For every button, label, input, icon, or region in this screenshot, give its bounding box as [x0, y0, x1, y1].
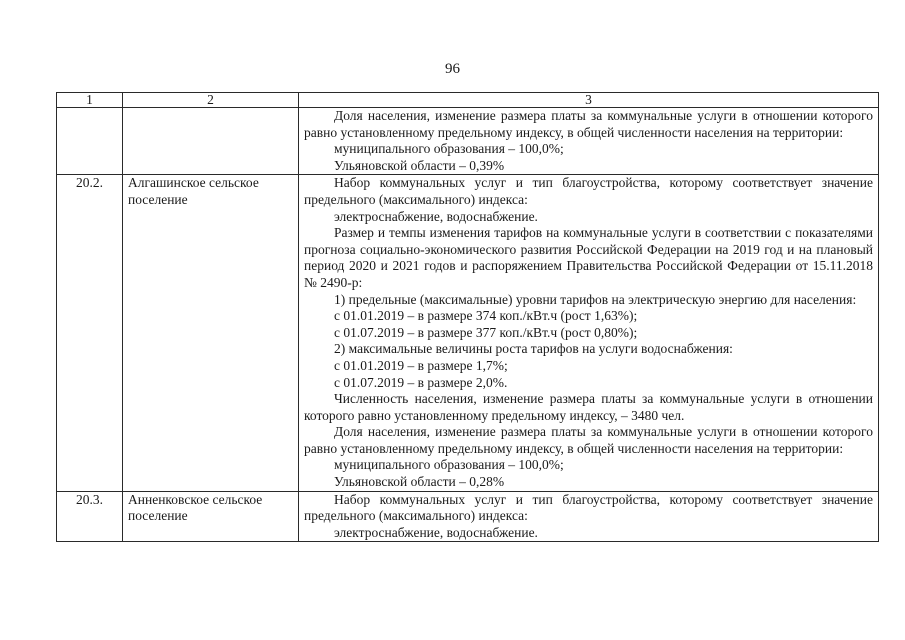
- content-line: 2) максимальные величины роста тарифов на услуги водоснабжения:: [334, 341, 733, 357]
- table-row: [57, 175, 879, 491]
- table-header-row: [57, 93, 879, 108]
- row-number-cell: 20.2.: [57, 175, 123, 491]
- content-paragraph: 1) предельные (максимальные) уровни тарифов на электрическую энергию для населения:: [334, 291, 857, 307]
- settlement-name-cell: [123, 108, 299, 175]
- content-paragraph: Численность населения, изменение размера платы за коммунальные услуги в отношении которого равно установленному предельному индексу, – 3480 чел.: [304, 391, 873, 423]
- content-paragraph: Набор коммунальных услуг и тип благоустройства, которому соответствует значение предельного (максимального) индекса:: [304, 175, 873, 207]
- settlement-name-cell: Алгашинское сельское поселение: [123, 175, 299, 491]
- row-number-cell: 20.3.: [57, 491, 123, 542]
- content-line: с 01.07.2019 – в размере 377 коп./кВт.ч (рост 0,80%);: [334, 324, 638, 340]
- content-cell: [299, 491, 879, 542]
- content-line: муниципального образования – 100,0%;: [334, 141, 564, 157]
- content-cell: [299, 175, 879, 491]
- header-cell-2: 2: [123, 93, 299, 108]
- document-table: [56, 92, 879, 542]
- table-body: [57, 93, 879, 542]
- content-line: Ульяновской области – 0,39%: [334, 157, 505, 173]
- content-line: Ульяновской области – 0,28%: [334, 474, 505, 490]
- content-cell: [299, 108, 879, 175]
- page-number: 96: [445, 61, 460, 77]
- table-row: [57, 108, 879, 175]
- row-number-cell: [57, 108, 123, 175]
- content-paragraph: Размер и темпы изменения тарифов на коммунальные услуги в соответствии с показателями прогноза социально-экономического развития Российской Федерации на 2019 год и на плановый период 2020 и 2021 годов и распоряжением Правительства Российской Федерации от 15.11.2018 № 2490-р:: [304, 225, 873, 290]
- header-cell-3: 3: [299, 93, 879, 108]
- content-line: с 01.01.2019 – в размере 374 коп./кВт.ч (рост 1,63%);: [334, 308, 638, 324]
- content-line: с 01.07.2019 – в размере 2,0%.: [334, 374, 508, 390]
- header-cell-1: 1: [57, 93, 123, 108]
- content-line: муниципального образования – 100,0%;: [334, 457, 564, 473]
- table-row: [57, 491, 879, 542]
- content-paragraph: Доля населения, изменение размера платы за коммунальные услуги в отношении которого равно установленному предельному индексу, в общей численности населения на территории:: [304, 108, 873, 140]
- content-line: электроснабжение, водоснабжение.: [334, 208, 538, 224]
- content-line: с 01.01.2019 – в размере 1,7%;: [334, 357, 508, 373]
- content-paragraph: Доля населения, изменение размера платы за коммунальные услуги в отношении которого равно установленному предельному индексу, в общей численности населения на территории:: [304, 424, 873, 456]
- content-paragraph: Набор коммунальных услуг и тип благоустройства, которому соответствует значение предельного (максимального) индекса:: [304, 491, 873, 524]
- settlement-name-cell: Анненковское сельское поселение: [123, 491, 299, 542]
- content-line: электроснабжение, водоснабжение.: [334, 524, 538, 540]
